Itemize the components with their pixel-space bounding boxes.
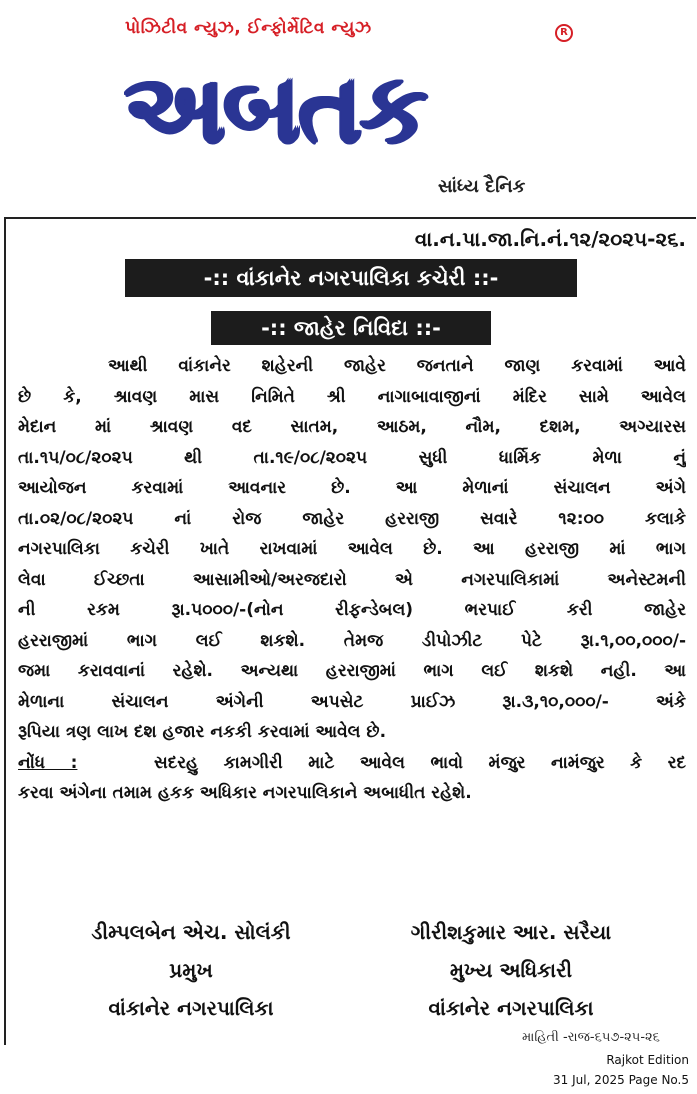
body-line: લેવા ઈચ્છતા આસામીઓ/અરજદારો એ નગરપાલિકામાં અનેસ્ટમની [18, 569, 686, 590]
edition-name: Rajkot Edition [606, 1053, 689, 1067]
notice-reference-number: વા.ન.પા.જા.નિ.નં.૧૨/૨૦૨૫-૨૬. [414, 227, 686, 251]
body-line: હરરાજીમાં ભાગ લઈ શકશે. તેમજ ડીપોઝીટ પેટે રૂા.૧,૦૦,૦૦૦/- [18, 630, 686, 651]
note-text: સદરહુ કામગીરી માટે આવેલ ભાવો મંજુર નામંજુર કે રદ [154, 752, 686, 773]
masthead-tagline: પોઝિટીવ ન્યુઝ, ઈન્ફોર્મેટિવ ન્યુઝ [125, 18, 372, 38]
signatory-name: ડીમ્પલબેન એચ. સોલંકી [91, 920, 291, 944]
signatory-chief-officer [361, 913, 661, 1027]
signatory-president [41, 913, 341, 1027]
note-line [18, 748, 686, 779]
body-line: રૂપિયા ત્રણ લાખ દશ હજાર નકકી કરવામાં આવેલ છે. [18, 722, 387, 742]
body-line: તા.૧૫/૦૮/૨૦૨૫ થી તા.૧૯/૦૮/૨૦૨૫ સુધી ધાર્મિક મેળા નું [18, 447, 686, 468]
note-line: કરવા અંગેના તમામ હકક અધિકાર નગરપાલિકાને અબાધીત રહેશે. [18, 783, 472, 803]
body-line: મેળાના સંચાલન અંગેની અપસેટ પ્રાઈઝ રૂા.૩,૧૦,૦૦૦/- અંકે [18, 691, 686, 712]
information-number: માહિતી -રાજ-૬૫૭-૨૫-૨૬ [522, 1030, 660, 1045]
notice-office-banner: -:: વાંકાનેર નગરપાલિકા કચેરી ::- [125, 259, 577, 297]
edition-info [553, 1050, 689, 1090]
signatory-office: વાંકાનેર નગરપાલિકા [108, 996, 274, 1020]
signatory-designation: પ્રમુખ [169, 958, 213, 982]
signatory-office: વાંકાનેર નગરપાલિકા [428, 996, 594, 1020]
body-line: મેદાન માં શ્રાવણ વદ સાતમ, આઠમ, નૌમ, દશમ, અગ્યારસ [18, 417, 686, 437]
body-line: નગરપાલિકા કચેરી ખાતે રાખવામાં આવેલ છે. આ હરરાજી માં ભાગ [18, 539, 686, 559]
body-line: ની રકમ રૂા.૫૦૦૦/-(નોન રીફન્ડેબલ) ભરપાઈ કરી જાહેર [18, 600, 686, 620]
body-line: આયોજન કરવામાં આવનાર છે. આ મેળાનાં સંચાલન અંગે [18, 478, 686, 498]
registered-mark-icon: R [555, 24, 573, 42]
notice-body [18, 351, 686, 809]
signatory-designation: મુખ્ય અધિકારી [449, 958, 573, 982]
masthead-subtitle: સાંધ્ય દૈનિક [438, 176, 526, 197]
notice-title-banner: -:: જાહેર નિવિદા ::- [211, 311, 491, 345]
newspaper-logo: અબતક [124, 52, 426, 164]
tender-notice [4, 217, 696, 1045]
body-line: આથી વાંકાનેર શહેરની જાહેર જનતાને જાણ કરવામાં આવે [108, 356, 686, 376]
body-line: છે કે, શ્રાવણ માસ નિમિતે શ્રી નાગાબાવાજીનાં મંદિર સામે આવેલ [18, 386, 686, 407]
body-line: તા.૦૨/૦૮/૨૦૨૫ નાં રોજ જાહેર હરરાજી સવારે ૧૨:૦૦ કલાકે [18, 508, 686, 529]
body-line: જમા કરાવવાનાં રહેશે. અન્યથા હરરાજીમાં ભાગ લઈ શકશે નહી. આ [18, 661, 686, 681]
edition-date-page: 31 Jul, 2025 Page No.5 [553, 1073, 689, 1087]
note-label: નોંધ : [18, 752, 78, 773]
masthead [0, 0, 697, 215]
signatory-name: ગીરીશકુમાર આર. સરૈયા [410, 920, 612, 944]
